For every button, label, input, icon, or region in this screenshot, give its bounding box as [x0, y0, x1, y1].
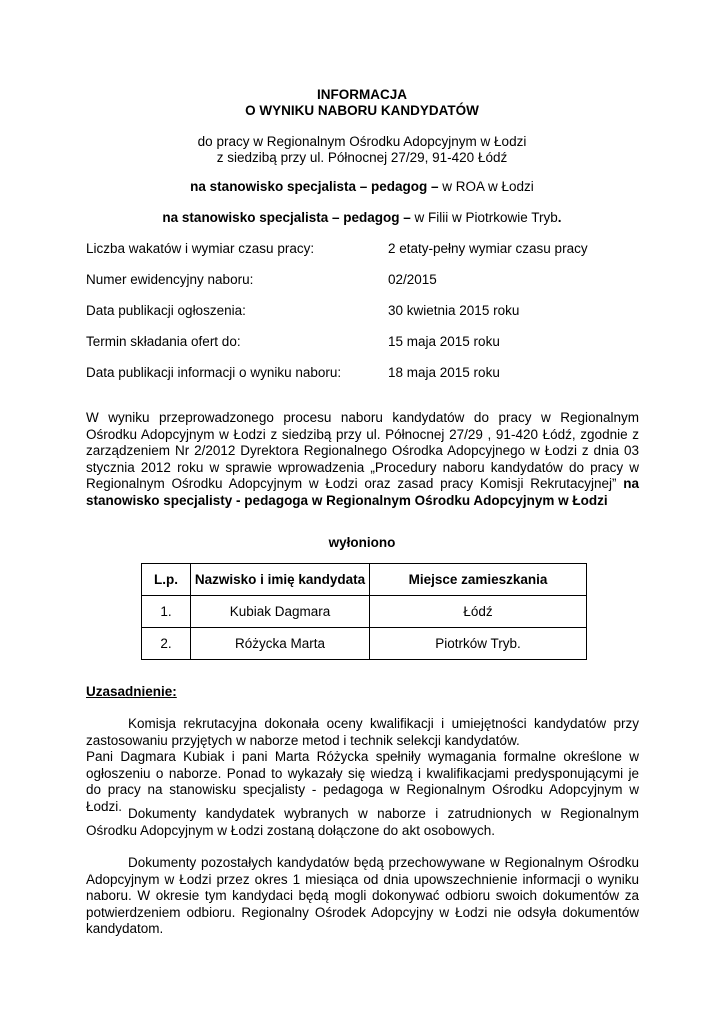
intro-text: W wyniku przeprowadzonego procesu naboru kandydatów do pracy w Regionalnym Ośrodku Adopcyjnym w Łodzi z siedzibą przy ul. Północnej 27/29 , 91-420 Łódź, zgodnie z zarządzeniem Nr 2/2012 Dyrektora Regionalnego Ośrodka Adopcyjnego w Łodzi z dnia 03 stycznia 2012 roku w sprawie wprowadzenia „Procedury naboru kandydatów do pracy w Regionalnym Ośrodku Adopcyjnym w Łodzi oraz zasad pracy Komisji Rekrutacyjnej” [86, 410, 639, 491]
info-label: Data publikacji ogłoszenia: [86, 303, 246, 318]
cell-residence: Łódź [370, 596, 587, 628]
info-label: Data publikacji informacji o wyniku naboru: [86, 365, 342, 380]
position-1-rest: w ROA w Łodzi [438, 179, 534, 194]
position-1-bold: na stanowisko specjalista – pedagog – [190, 179, 439, 194]
documents-paragraph-2 [86, 855, 639, 938]
cell-name: Różycka Marta [191, 628, 370, 660]
candidates-table [141, 563, 587, 660]
position-line-2 [0, 210, 724, 225]
doc-subtitle-1: do pracy w Regionalnym Ośrodku Adopcyjnym w Łodzi [197, 134, 527, 149]
justification-heading: Uzasadnienie: [86, 684, 177, 699]
info-row [86, 365, 646, 383]
justification-p4: Dokumenty pozostałych kandydatów będą przechowywane w Regionalnym Ośrodku Adopcyjnym w Łodzi przez okres 1 miesiąca od dnia upowszechnienie informacji o wyniku naboru. W okresie tym kandydaci będą mogli dokonywać odbioru swoich dokumentów za potwierdzeniem odbioru. Regionalny Ośrodek Adopcyjny w Łodzi nie odsyła dokumentów kandydatom. [86, 855, 639, 936]
position-2-rest: w Filii w Piotrkowie Tryb [410, 210, 558, 225]
info-row [86, 334, 646, 352]
justification-p3: Dokumenty kandydatek wybranych w naborze i zatrudnionych w Regionalnym Ośrodku Adopcyjnym w Łodzi zostaną dołączone do akt osobowych. [86, 806, 639, 838]
col-header-residence: Miejsce zamieszkania [370, 564, 587, 596]
info-value: 02/2015 [388, 272, 437, 287]
cell-lp: 2. [142, 628, 191, 660]
position-line-1 [0, 179, 724, 194]
info-value: 18 maja 2015 roku [388, 365, 500, 380]
info-value: 15 maja 2015 roku [388, 334, 500, 349]
doc-subtitle-2: z siedzibą przy ul. Północnej 27/29, 91-420 Łódź [216, 150, 508, 165]
col-header-name: Nazwisko i imię kandydata [191, 564, 370, 596]
table-header-row [142, 564, 587, 596]
info-value: 2 etaty-pełny wymiar czasu pracy [388, 241, 588, 256]
info-row [86, 303, 646, 321]
info-label: Numer ewidencyjny naboru: [86, 272, 254, 287]
justification-block [86, 716, 639, 815]
cell-residence: Piotrków Tryb. [370, 628, 587, 660]
info-label: Liczba wakatów i wymiar czasu pracy: [86, 241, 315, 256]
intro-bold: na stanowisko specjalisty - pedagoga w Regionalnym Ośrodku Adopcyjnym w Łodzi [86, 476, 639, 508]
position-2-end: . [557, 210, 562, 225]
justification-p1: Komisja rekrutacyjna dokonała oceny kwalifikacji i umiejętności kandydatów przy zastosowaniu przyjętych w naborze metod i technik selekcji kandydatów. [86, 716, 639, 748]
selected-label: wyłoniono [328, 535, 396, 550]
intro-paragraph [86, 410, 639, 509]
cell-lp: 1. [142, 596, 191, 628]
cell-name: Kubiak Dagmara [191, 596, 370, 628]
position-2-bold: na stanowisko specjalista – pedagog – [162, 210, 411, 225]
doc-title: INFORMACJA [317, 87, 407, 102]
info-label: Termin składania ofert do: [86, 334, 241, 349]
info-row [86, 272, 646, 290]
table-row [142, 628, 587, 660]
documents-paragraph-1 [86, 806, 639, 839]
col-header-lp: L.p. [142, 564, 191, 596]
justification-p2: Pani Dagmara Kubiak i pani Marta Różycka spełniły wymagania formalne określone w ogłoszeniu o naborze. Ponad to wykazały się wiedzą i kwalifikacjami predysponującymi je do pracy na stanowisku specjalisty - pedagoga w Regionalnym Ośrodku Adopcyjnym w Łodzi. [86, 749, 639, 814]
info-value: 30 kwietnia 2015 roku [388, 303, 520, 318]
table-row [142, 596, 587, 628]
doc-title-2: O WYNIKU NABORU KANDYDATÓW [245, 103, 479, 118]
info-row [86, 241, 646, 259]
